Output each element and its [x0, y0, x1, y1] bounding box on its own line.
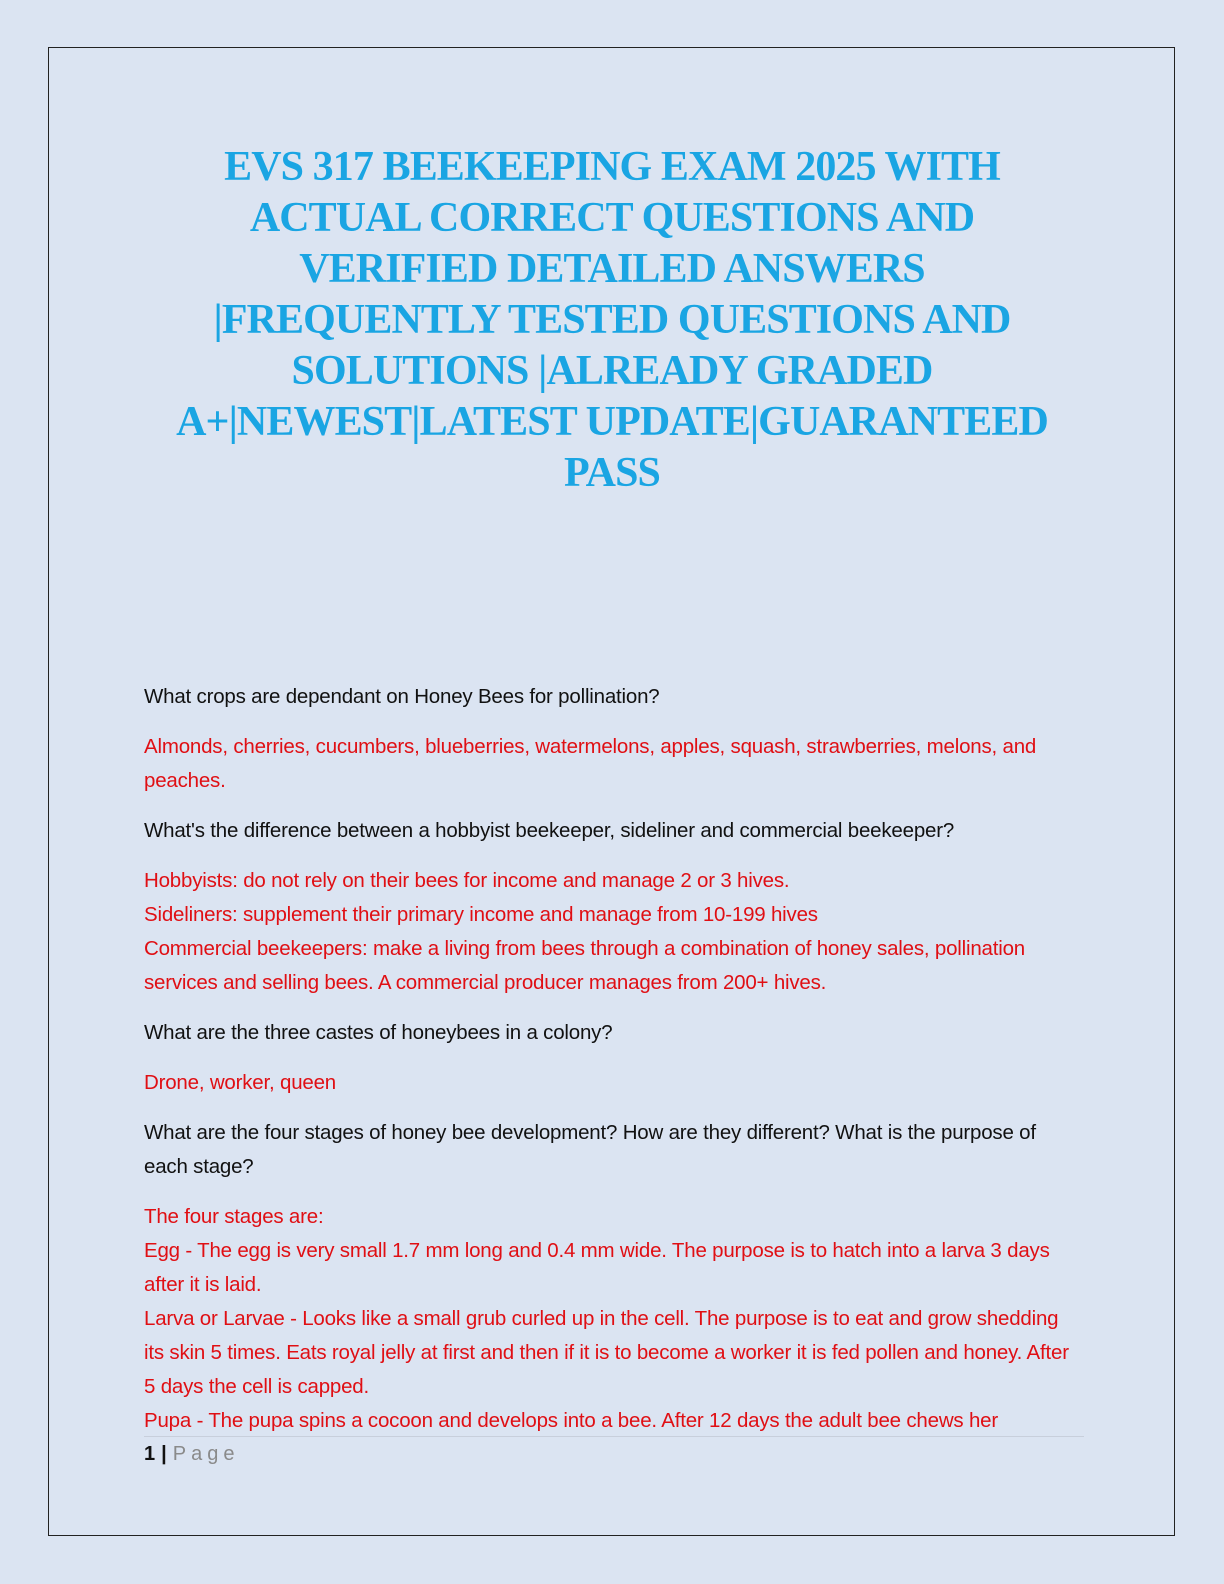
answer: [144, 1066, 1079, 1100]
title-line: PASS: [564, 450, 660, 496]
question: What are the four stages of honey bee development? How are they different? What is the purpose of each stage?: [144, 1121, 1036, 1178]
answer-line: Commercial beekeepers: make a living from bees through a combination of honey sales, pollination services and selling bees. A commercial producer manages from 200+ hives.: [144, 937, 1026, 994]
page-number: 1: [144, 1443, 156, 1465]
question: What's the difference between a hobbyist beekeeper, sideliner and commercial beekeeper?: [144, 819, 955, 842]
answer-line: Pupa - The pupa spins a cocoon and develops into a bee. After 12 days the adult bee chews her: [144, 1409, 999, 1432]
title-line: A+|NEWEST|LATEST UPDATE|GUARANTEED: [176, 399, 1048, 445]
page-label: Page: [172, 1443, 240, 1465]
qa-content: [144, 680, 1079, 1454]
answer-line: Almonds, cherries, cucumbers, blueberries, watermelons, apples, squash, strawberries, melons, and peaches.: [144, 735, 1037, 792]
answer-line: Drone, worker, queen: [144, 1071, 337, 1094]
answer-line: The four stages are:: [144, 1205, 324, 1228]
question: What are the three castes of honeybees in a colony?: [144, 1021, 613, 1044]
answer-line: Sideliners: supplement their primary income and manage from 10-199 hives: [144, 903, 818, 926]
answer-line: Larva or Larvae - Looks like a small grub curled up in the cell. The purpose is to eat and grow shedding its skin 5 times. Eats royal jelly at first and then if it is to become a worker it is fed pollen and honey. After 5 days the cell is capped.: [144, 1307, 1069, 1398]
document-title: [120, 142, 1104, 499]
footer-separator: |: [161, 1443, 167, 1465]
title-line: ACTUAL CORRECT QUESTIONS AND: [249, 195, 975, 241]
answer: [144, 1200, 1079, 1438]
title-line: SOLUTIONS |ALREADY GRADED: [291, 348, 933, 394]
answer: [144, 730, 1079, 798]
title-line: |FREQUENTLY TESTED QUESTIONS AND: [213, 297, 1011, 343]
answer-line: Egg - The egg is very small 1.7 mm long and 0.4 mm wide. The purpose is to hatch into a larva 3 days after it is laid.: [144, 1239, 1050, 1296]
title-line: EVS 317 BEEKEEPING EXAM 2025 WITH: [224, 144, 1000, 190]
page-footer: [144, 1440, 239, 1468]
answer: [144, 864, 1079, 1000]
answer-line: Hobbyists: do not rely on their bees for income and manage 2 or 3 hives.: [144, 869, 790, 892]
footer-divider: [144, 1436, 1084, 1437]
title-line: VERIFIED DETAILED ANSWERS: [299, 246, 925, 292]
question: What crops are dependant on Honey Bees for pollination?: [144, 685, 660, 708]
